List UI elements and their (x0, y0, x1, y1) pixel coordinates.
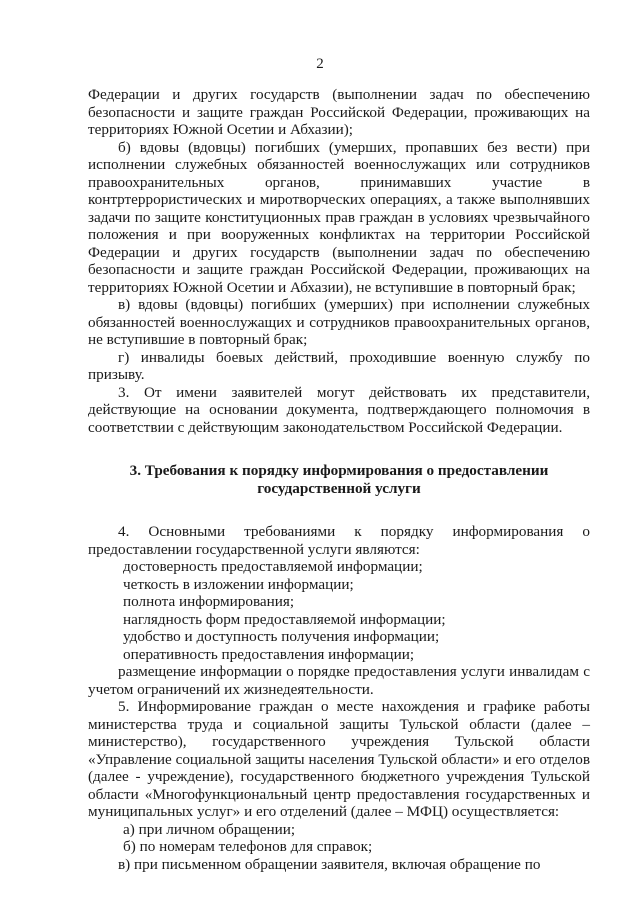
paragraph-item-g: г) инвалиды боевых действий, проходившие военную службу по призыву. (88, 348, 590, 383)
paragraph-5-item: а) при личном обращении; (123, 820, 296, 838)
requirement-item: оперативность предоставления информации; (123, 645, 415, 663)
section-heading-line1: 3. Требования к порядку информирования о предоставлении (129, 462, 549, 479)
paragraph-item-v: в) вдовы (вдовцы) погибших (умерших) при исполнении служебных обязанностей военнослужащих и сотрудников правоохранительных органов, не вступившие в повторный брак; (88, 296, 590, 348)
paragraph-5: 5. Информирование граждан о месте нахождения и графике работы министерства труда и социальной защиты Тульской области (далее – министерство), государственного учреждения Тульской области «Управление социальной защиты населения Тульской области» и его отделов (далее - учреждение), государственного бюджетного учреждения Тульской области «Многофункциональный центр предоставления государственных и муниципальных услуг» и его отделений (далее – МФЦ) осуществляется: (88, 698, 590, 820)
paragraph-continuation: Федерации и других государств (выполнении задач по обеспечению безопасности и защите граждан Российской Федерации, проживающих на территориях Южной Осетии и Абхазии); (88, 86, 590, 138)
requirement-item: достоверность предоставляемой информации; (123, 558, 423, 575)
requirement-item: четкость в изложении информации; (123, 575, 354, 593)
paragraph-4-intro: 4. Основными требованиями к порядку информирования о предоставлении государственной услуги являются: (88, 523, 590, 558)
requirement-item: полнота информирования; (123, 593, 295, 610)
paragraph-3: 3. От имени заявителей могут действовать их представители, действующие на основании документа, подтверждающего полномочия в соответствии с действующим законодательством Российской Федерации. (88, 383, 590, 436)
section-heading (88, 462, 590, 497)
paragraph-item-b: б) вдовы (вдовцы) погибших (умерших, пропавших без вести) при исполнении служебных обязанностей военнослужащих или сотрудников правоохранительных органов, принимавших участие в контртеррористических и миротворческих операциях, а также выполнявших задачи по защите конституционных прав граждан в условиях чрезвычайного положения и при вооруженных конфликтах на территории Российской Федерации и других государств (выполнении задач по обеспечению безопасности и защите граждан Российской Федерации, проживающих на территориях Южной Осетии и Абхазии), не вступившие в повторный брак; (88, 138, 590, 296)
paragraph-5-item: в) при письменном обращении заявителя, включая обращение по (118, 855, 541, 873)
requirement-item: наглядность форм предоставляемой информации; (123, 610, 446, 628)
document-body (88, 86, 590, 873)
requirement-item: удобство и доступность получения информации; (123, 628, 440, 645)
requirement-item-last: размещение информации о порядке предоставления услуги инвалидам с учетом ограничений их жизнедеятельности. (88, 663, 590, 698)
page-number: 2 (316, 56, 324, 72)
section-heading-line2: государственной услуги (257, 479, 421, 497)
paragraph-5-item: б) по номерам телефонов для справок; (123, 838, 373, 855)
